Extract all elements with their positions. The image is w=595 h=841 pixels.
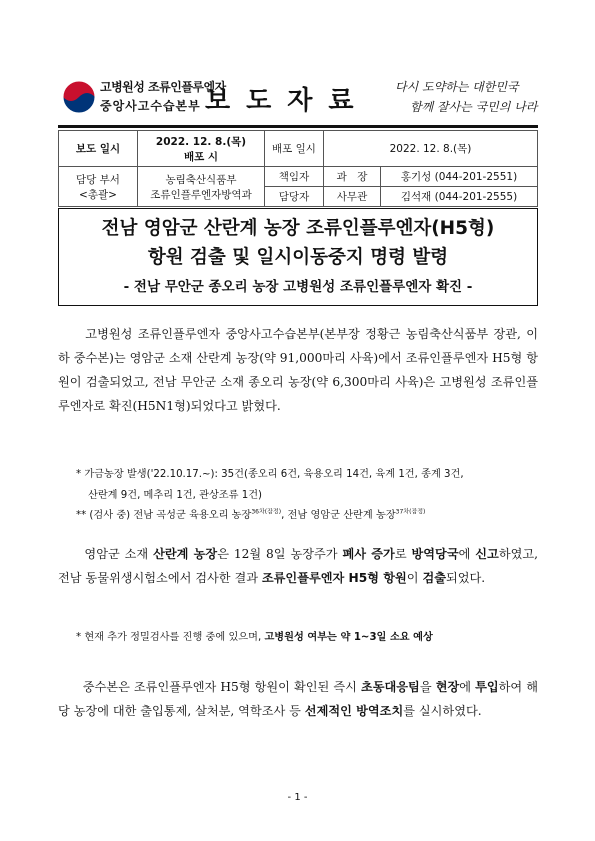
dept-label: 담당 부서 (76, 173, 120, 186)
note2-sup-b: 37차(잠정) (395, 508, 426, 516)
dept-label-sub: <총괄> (79, 188, 117, 201)
note-3 (76, 628, 433, 643)
org-name-line1: 고병원성 조류인플루엔자 (100, 80, 226, 94)
body-paragraph-3 (58, 675, 538, 723)
report-date-cell (138, 131, 265, 167)
manager-label: 책임자 (265, 167, 324, 187)
headline-line2: 항원 검출 및 일시이동중지 명령 발령 (147, 247, 449, 268)
staff-title: 사무관 (324, 187, 381, 207)
staff-name: 김석재 (044-201-2555) (381, 187, 538, 207)
staff-label: 담당자 (265, 187, 324, 207)
slogan-line1: 다시 도약하는 대한민국 (395, 80, 519, 94)
p3-d: 현장 (435, 680, 460, 694)
body-paragraph-2 (58, 542, 538, 590)
dept-value2: 조류인플루엔자방역과 (150, 188, 252, 201)
note3-part-b: 고병원성 여부는 약 1~3일 소요 예상 (264, 632, 433, 643)
p3-h: 선제적인 방역조치 (304, 704, 404, 718)
note3-part-a: * 현재 추가 정밀검사를 진행 중에 있으며, (76, 632, 265, 643)
body-paragraph-1 (58, 322, 538, 418)
p3-f: 투입 (475, 680, 499, 694)
note2-part-a: ** (검사 중) 전남 곡성군 육용오리 농장 (76, 510, 252, 521)
p2-j: 조류인플루엔자 H5형 항원 (261, 571, 407, 585)
org-name-line2: 중앙사고수습본부 (100, 99, 201, 113)
p2-f: 방역당국 (411, 547, 459, 561)
release-date-label: 배포 일시 (265, 131, 324, 167)
headline-subtitle: - 전남 무안군 종오리 농장 고병원성 조류인플루엔자 확진 - (123, 279, 473, 295)
p3-e: 에 (459, 680, 476, 694)
government-logo-icon (62, 80, 96, 114)
note-1-continued: 산란계 9건, 메추리 1건, 관상조류 1건) (88, 490, 263, 501)
document-title: 보도자료 (205, 86, 370, 116)
contact-info-table (58, 130, 538, 207)
slogan-line2: 함께 잘사는 국민의 나라 (410, 100, 538, 114)
p3-c: 을 (419, 680, 436, 694)
p3-g: 하여 해당 농장에 대한 출입통제, 살처분, 역학조사 등 (58, 680, 539, 718)
p2-a: 영암군 소재 (84, 547, 154, 561)
dept-value1: 농림축산식품부 (165, 173, 237, 186)
p3-i: 를 실시하였다. (403, 704, 482, 718)
report-date-value: 2022. 12. 8.(목) (155, 135, 247, 148)
note2-sup-a: 36차(잠정) (251, 508, 282, 516)
dept-label-cell (59, 167, 138, 207)
header-divider (58, 125, 538, 128)
release-date-value: 2022. 12. 8.(목) (324, 131, 538, 167)
note2-part-b: , 전남 영암군 산란계 농장 (281, 510, 396, 521)
page-number: - 1 - (287, 792, 308, 803)
p2-h: 신고 (475, 547, 499, 561)
p2-m: 되었다. (445, 571, 486, 585)
dept-value-cell (138, 167, 265, 207)
manager-name: 홍기성 (044-201-2551) (381, 167, 538, 187)
p1-text: 고병원성 조류인플루엔자 중앙사고수습본부(본부장 정황근 농림축산식품부 장관, 이하 중수본)는 영암군 소재 산란계 농장(약 91,000마리 사육)에서 조류인플루엔자 H5형 항원이 검출되었고, 전남 무안군 소재 종오리 농장(약 6,300마리 사육)은 고병원성 조류인플루엔자로 확진(H5N1형)되었다고 밝혔다. (58, 327, 538, 413)
p2-l: 검출 (422, 571, 446, 585)
note-2 (76, 506, 425, 521)
p2-b: 산란계 농장 (153, 547, 218, 561)
report-date-sub: 배포 시 (183, 150, 219, 163)
note-1: * 가금농장 발생('22.10.17.~): 35건(종오리 6건, 육용오리 14건, 육계 1건, 종계 3건, (76, 469, 464, 480)
manager-title: 과 장 (324, 167, 381, 187)
p2-e: 로 (394, 547, 412, 561)
p2-g: 에 (458, 547, 476, 561)
p2-d: 폐사 증가 (342, 547, 395, 561)
headline-line1: 전남 영암군 산란계 농장 조류인플루엔자(H5형) (101, 218, 495, 239)
p2-k: 이 (406, 571, 423, 585)
p2-c: 은 12월 8일 농장주가 (217, 547, 343, 561)
p3-b: 초동대응팀 (360, 680, 420, 694)
p2-i: 하였고, 전남 동물위생시험소에서 검사한 결과 (58, 547, 539, 585)
p3-a: 중수본은 조류인플루엔자 H5형 항원이 확인된 즉시 (82, 680, 361, 694)
report-date-label: 보도 일시 (59, 131, 138, 167)
